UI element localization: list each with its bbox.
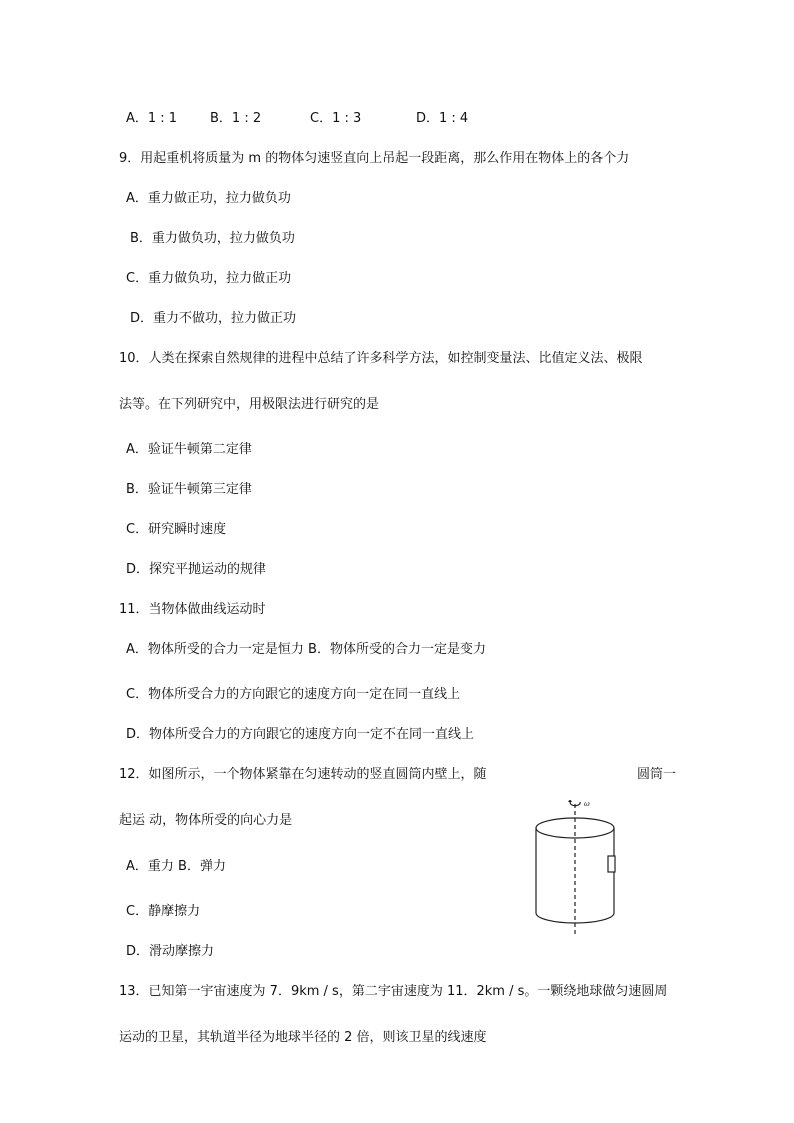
q10-option-d: D．探究平抛运动的规律 xyxy=(126,562,267,577)
q11-option-c: C．物体所受合力的方向跟它的速度方向一定在同一直线上 xyxy=(126,687,461,702)
q8-option-b: B．1 : 2 xyxy=(210,111,262,126)
q10-stem-line2: 法等。在下列研究中，用极限法进行研究的是 xyxy=(119,397,380,412)
q8-options-row xyxy=(0,111,794,127)
q9-option-d: D．重力不做功，拉力做正功 xyxy=(130,311,297,326)
q10-option-a: A．验证牛顿第二定律 xyxy=(126,442,252,457)
q9-option-a: A．重力做正功，拉力做负功 xyxy=(126,191,291,206)
q13-stem-line2: 运动的卫星，其轨道半径为地球半径的 2 倍，则该卫星的线速度 xyxy=(119,1030,487,1045)
q12-option-d: D．滑动摩擦力 xyxy=(126,944,215,959)
q12-option-c: C．静摩擦力 xyxy=(126,904,201,919)
q10-stem-line1: 10．人类在探索自然规律的进程中总结了许多科学方法，如控制变量法、比值定义法、极限 xyxy=(119,351,643,366)
q11-option-d: D．物体所受合力的方向跟它的速度方向一定不在同一直线上 xyxy=(126,727,475,742)
q12-option-ab: A．重力 B．弹力 xyxy=(126,859,226,874)
q9-stem: 9．用起重机将质量为 m 的物体匀速竖直向上吊起一段距离，那么作用在物体上的各个力 xyxy=(119,151,630,166)
q9-option-c: C．重力做负功，拉力做正功 xyxy=(126,271,292,286)
q10-option-b: B．验证牛顿第三定律 xyxy=(126,482,252,497)
omega-label: ω xyxy=(584,800,590,808)
block-on-wall xyxy=(608,856,615,872)
q12-stem-line1-tail: 圆筒一 xyxy=(637,767,677,782)
q13-stem-line1: 13．已知第一宇宙速度为 7．9km / s，第二宇宙速度为 11．2km / s。一颗绕地球做匀速圆周 xyxy=(119,984,668,999)
rotation-arrowhead-icon xyxy=(568,800,572,802)
q8-option-c: C．1 : 3 xyxy=(310,111,362,126)
rotating-cylinder-figure xyxy=(530,800,630,940)
q9-option-b: B．重力做负功，拉力做负功 xyxy=(130,231,295,246)
q12-stem-line2: 起运 动，物体所受的向心力是 xyxy=(119,813,293,828)
q11-stem: 11．当物体做曲线运动时 xyxy=(119,602,266,617)
q8-option-a: A．1 : 1 xyxy=(126,111,178,126)
q11-option-ab: A．物体所受的合力一定是恒力 B．物体所受的合力一定是变力 xyxy=(126,642,486,657)
q10-option-c: C．研究瞬时速度 xyxy=(126,522,227,537)
q12-stem-line1: 12．如图所示，一个物体紧靠在匀速转动的竖直圆筒内壁上，随 xyxy=(119,767,487,782)
q8-option-d: D．1 : 4 xyxy=(416,111,469,126)
